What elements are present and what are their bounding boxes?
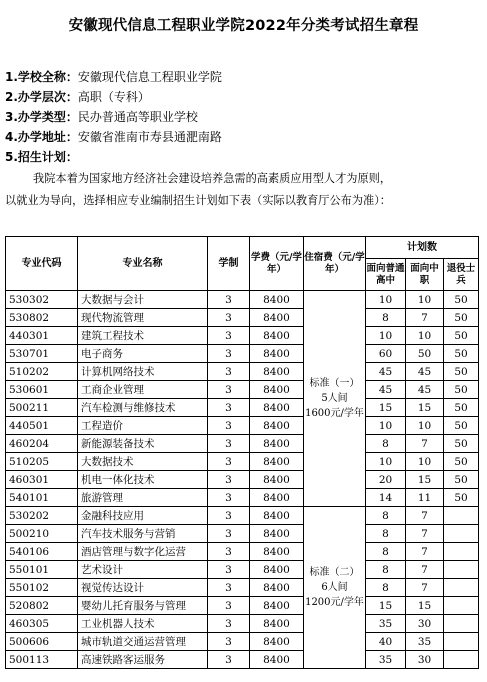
header-lodging: 住宿费（元/学年） — [304, 237, 366, 291]
header-tuition: 学费（元/学年） — [250, 237, 304, 291]
cell-plan-vocational: 7 — [406, 543, 444, 561]
cell-code: 460301 — [6, 471, 78, 489]
table-row — [6, 453, 479, 471]
cell-duration: 3 — [208, 291, 250, 309]
table-row — [6, 327, 479, 345]
cell-tuition: 8400 — [250, 327, 304, 345]
cell-tuition: 8400 — [250, 399, 304, 417]
cell-code: 510205 — [6, 453, 78, 471]
cell-plan-veteran — [444, 597, 479, 615]
cell-plan-vocational: 7 — [406, 507, 444, 525]
info-value: 民办普通高等职业学校 — [77, 110, 198, 124]
cell-plan-general: 10 — [366, 327, 406, 345]
cell-name: 旅游管理 — [78, 489, 208, 507]
cell-code: 460204 — [6, 435, 78, 453]
cell-code: 530202 — [6, 507, 78, 525]
cell-tuition: 8400 — [250, 597, 304, 615]
cell-code: 500210 — [6, 525, 78, 543]
info-key: 4.办学地址： — [5, 130, 78, 144]
cell-plan-veteran — [444, 579, 479, 597]
cell-plan-veteran — [444, 561, 479, 579]
cell-tuition: 8400 — [250, 345, 304, 363]
cell-plan-vocational: 30 — [406, 651, 444, 669]
cell-tuition: 8400 — [250, 309, 304, 327]
cell-plan-veteran: 50 — [444, 309, 479, 327]
table-row — [6, 363, 479, 381]
cell-plan-veteran — [444, 507, 479, 525]
cell-name: 建筑工程技术 — [78, 327, 208, 345]
cell-plan-general: 8 — [366, 309, 406, 327]
cell-plan-vocational: 11 — [406, 489, 444, 507]
lodging-line: 标准（二） — [309, 567, 360, 578]
cell-name: 汽车技术服务与营销 — [78, 525, 208, 543]
cell-plan-vocational: 7 — [406, 579, 444, 597]
cell-code: 540101 — [6, 489, 78, 507]
cell-plan-veteran: 50 — [444, 489, 479, 507]
info-level — [5, 89, 483, 105]
table-row — [6, 381, 479, 399]
cell-code: 530701 — [6, 345, 78, 363]
lodging-line: 1600元/学年 — [305, 408, 364, 419]
cell-plan-general: 35 — [366, 651, 406, 669]
table-row — [6, 471, 479, 489]
table-row — [6, 561, 479, 579]
intro-line-1: 我院本着为国家地方经济社会建设培养急需的高素质应用型人才为原则， — [33, 172, 392, 185]
table-row — [6, 435, 479, 453]
cell-duration: 3 — [208, 507, 250, 525]
cell-plan-veteran: 50 — [444, 471, 479, 489]
cell-name: 工商企业管理 — [78, 381, 208, 399]
cell-duration: 3 — [208, 327, 250, 345]
cell-name: 汽车检测与维修技术 — [78, 399, 208, 417]
cell-plan-vocational: 7 — [406, 561, 444, 579]
cell-name: 婴幼儿托育服务与管理 — [78, 597, 208, 615]
cell-name: 城市轨道交通运营管理 — [78, 633, 208, 651]
cell-duration: 3 — [208, 633, 250, 651]
cell-tuition: 8400 — [250, 507, 304, 525]
cell-plan-general: 45 — [366, 381, 406, 399]
cell-duration: 3 — [208, 435, 250, 453]
table-row — [6, 543, 479, 561]
cell-plan-general: 8 — [366, 507, 406, 525]
header-plan-veteran: 退役士兵 — [444, 259, 479, 291]
table-row — [6, 615, 479, 633]
cell-plan-general: 60 — [366, 345, 406, 363]
cell-code: 460305 — [6, 615, 78, 633]
cell-plan-vocational: 15 — [406, 597, 444, 615]
info-key: 5.招生计划： — [5, 150, 78, 164]
cell-code: 510202 — [6, 363, 78, 381]
cell-duration: 3 — [208, 381, 250, 399]
table-row — [6, 399, 479, 417]
cell-plan-general: 8 — [366, 561, 406, 579]
cell-name: 机电一体化技术 — [78, 471, 208, 489]
cell-tuition: 8400 — [250, 435, 304, 453]
cell-plan-veteran — [444, 615, 479, 633]
cell-plan-veteran: 50 — [444, 327, 479, 345]
cell-code: 520802 — [6, 597, 78, 615]
cell-plan-general: 10 — [366, 417, 406, 435]
cell-plan-veteran: 50 — [444, 435, 479, 453]
cell-name: 电子商务 — [78, 345, 208, 363]
header-code: 专业代码 — [6, 237, 78, 291]
info-value: 安徽省淮南市寿县通淝南路 — [77, 130, 222, 144]
cell-duration: 3 — [208, 651, 250, 669]
cell-plan-vocational: 45 — [406, 363, 444, 381]
table-row — [6, 633, 479, 651]
cell-code: 540106 — [6, 543, 78, 561]
info-key: 3.办学类型： — [5, 110, 78, 124]
lodging-line: 标准（一） — [309, 378, 360, 389]
cell-plan-vocational: 7 — [406, 435, 444, 453]
cell-plan-vocational: 15 — [406, 399, 444, 417]
cell-name: 新能源装备技术 — [78, 435, 208, 453]
cell-tuition: 8400 — [250, 561, 304, 579]
cell-plan-vocational: 35 — [406, 633, 444, 651]
cell-plan-veteran: 50 — [444, 291, 479, 309]
cell-name: 计算机网络技术 — [78, 363, 208, 381]
cell-plan-veteran — [444, 543, 479, 561]
cell-lodging-group — [304, 507, 366, 669]
cell-duration: 3 — [208, 579, 250, 597]
cell-duration: 3 — [208, 453, 250, 471]
cell-plan-general: 45 — [366, 363, 406, 381]
cell-plan-veteran — [444, 525, 479, 543]
cell-plan-general: 20 — [366, 471, 406, 489]
cell-name: 酒店管理与数字化运营 — [78, 543, 208, 561]
cell-duration: 3 — [208, 561, 250, 579]
cell-code: 440501 — [6, 417, 78, 435]
cell-plan-general: 8 — [366, 435, 406, 453]
cell-tuition: 8400 — [250, 543, 304, 561]
lodging-line: 5人间 — [321, 393, 348, 404]
cell-code: 500113 — [6, 651, 78, 669]
cell-plan-general: 15 — [366, 399, 406, 417]
table-row — [6, 597, 479, 615]
header-plan: 计划数 — [366, 237, 479, 259]
cell-plan-vocational: 7 — [406, 525, 444, 543]
cell-duration: 3 — [208, 363, 250, 381]
cell-plan-vocational: 10 — [406, 417, 444, 435]
cell-plan-vocational: 7 — [406, 309, 444, 327]
lodging-line: 6人间 — [321, 582, 348, 593]
cell-name: 现代物流管理 — [78, 309, 208, 327]
cell-plan-vocational: 10 — [406, 327, 444, 345]
info-plan — [5, 149, 483, 165]
cell-tuition: 8400 — [250, 525, 304, 543]
cell-name: 工业机器人技术 — [78, 615, 208, 633]
cell-tuition: 8400 — [250, 363, 304, 381]
cell-name: 视觉传达设计 — [78, 579, 208, 597]
header-duration: 学制 — [208, 237, 250, 291]
cell-plan-vocational: 10 — [406, 291, 444, 309]
cell-plan-vocational: 50 — [406, 345, 444, 363]
table-row — [6, 309, 479, 327]
cell-tuition: 8400 — [250, 417, 304, 435]
cell-code: 530302 — [6, 291, 78, 309]
cell-tuition: 8400 — [250, 453, 304, 471]
info-key: 1.学校全称： — [5, 70, 78, 84]
cell-tuition: 8400 — [250, 651, 304, 669]
cell-duration: 3 — [208, 615, 250, 633]
table-row — [6, 417, 479, 435]
table-row — [6, 525, 479, 543]
cell-plan-veteran: 50 — [444, 363, 479, 381]
cell-code: 500211 — [6, 399, 78, 417]
cell-plan-veteran: 50 — [444, 345, 479, 363]
info-type — [5, 109, 483, 125]
cell-name: 艺术设计 — [78, 561, 208, 579]
cell-plan-veteran: 50 — [444, 417, 479, 435]
cell-code: 440301 — [6, 327, 78, 345]
cell-plan-veteran — [444, 633, 479, 651]
header-name: 专业名称 — [78, 237, 208, 291]
cell-tuition: 8400 — [250, 633, 304, 651]
header-plan-vocational: 面向中职 — [406, 259, 444, 291]
cell-plan-general: 15 — [366, 597, 406, 615]
table-body — [6, 291, 479, 669]
cell-plan-general: 10 — [366, 453, 406, 471]
cell-plan-general: 8 — [366, 525, 406, 543]
info-key: 2.办学层次： — [5, 90, 78, 104]
cell-plan-general: 10 — [366, 291, 406, 309]
cell-name: 大数据与会计 — [78, 291, 208, 309]
header-plan-general: 面向普通高中 — [366, 259, 406, 291]
cell-name: 大数据技术 — [78, 453, 208, 471]
cell-name: 高速铁路客运服务 — [78, 651, 208, 669]
intro-line-2: 以就业为导向，选择相应专业编制招生计划如下表（实际以教育厅公布为准）： — [5, 194, 391, 207]
info-address — [5, 129, 483, 145]
info-value: 高职（专科） — [77, 90, 150, 104]
cell-lodging-group — [304, 291, 366, 507]
cell-tuition: 8400 — [250, 489, 304, 507]
cell-plan-veteran — [444, 651, 479, 669]
cell-code: 550102 — [6, 579, 78, 597]
cell-duration: 3 — [208, 345, 250, 363]
cell-duration: 3 — [208, 489, 250, 507]
cell-plan-general: 8 — [366, 543, 406, 561]
cell-tuition: 8400 — [250, 291, 304, 309]
cell-code: 530802 — [6, 309, 78, 327]
cell-duration: 3 — [208, 399, 250, 417]
table-row — [6, 291, 479, 309]
cell-tuition: 8400 — [250, 381, 304, 399]
cell-code: 530601 — [6, 381, 78, 399]
info-school-name — [5, 69, 483, 85]
table-row — [6, 489, 479, 507]
cell-tuition: 8400 — [250, 615, 304, 633]
cell-duration: 3 — [208, 525, 250, 543]
cell-duration: 3 — [208, 471, 250, 489]
cell-code: 550101 — [6, 561, 78, 579]
cell-plan-vocational: 30 — [406, 615, 444, 633]
table-row — [6, 507, 479, 525]
lodging-line: 1200元/学年 — [305, 597, 364, 608]
cell-duration: 3 — [208, 597, 250, 615]
cell-plan-veteran: 50 — [444, 399, 479, 417]
table-row — [6, 345, 479, 363]
info-value: 安徽现代信息工程职业学院 — [77, 70, 222, 84]
cell-plan-general: 35 — [366, 615, 406, 633]
cell-name: 工程造价 — [78, 417, 208, 435]
cell-plan-veteran: 50 — [444, 381, 479, 399]
cell-code: 500606 — [6, 633, 78, 651]
cell-tuition: 8400 — [250, 579, 304, 597]
enrollment-plan-table — [5, 236, 479, 669]
cell-plan-general: 8 — [366, 579, 406, 597]
table-row — [6, 651, 479, 669]
cell-duration: 3 — [208, 417, 250, 435]
cell-plan-vocational: 10 — [406, 453, 444, 471]
cell-plan-general: 14 — [366, 489, 406, 507]
document-title: 安徽现代信息工程职业学院2022年分类考试招生章程 — [68, 18, 419, 34]
cell-plan-veteran: 50 — [444, 453, 479, 471]
cell-duration: 3 — [208, 309, 250, 327]
table-row — [6, 579, 479, 597]
cell-name: 金融科技应用 — [78, 507, 208, 525]
cell-plan-general: 40 — [366, 633, 406, 651]
cell-plan-vocational: 45 — [406, 381, 444, 399]
cell-duration: 3 — [208, 543, 250, 561]
cell-tuition: 8400 — [250, 471, 304, 489]
cell-plan-vocational: 15 — [406, 471, 444, 489]
